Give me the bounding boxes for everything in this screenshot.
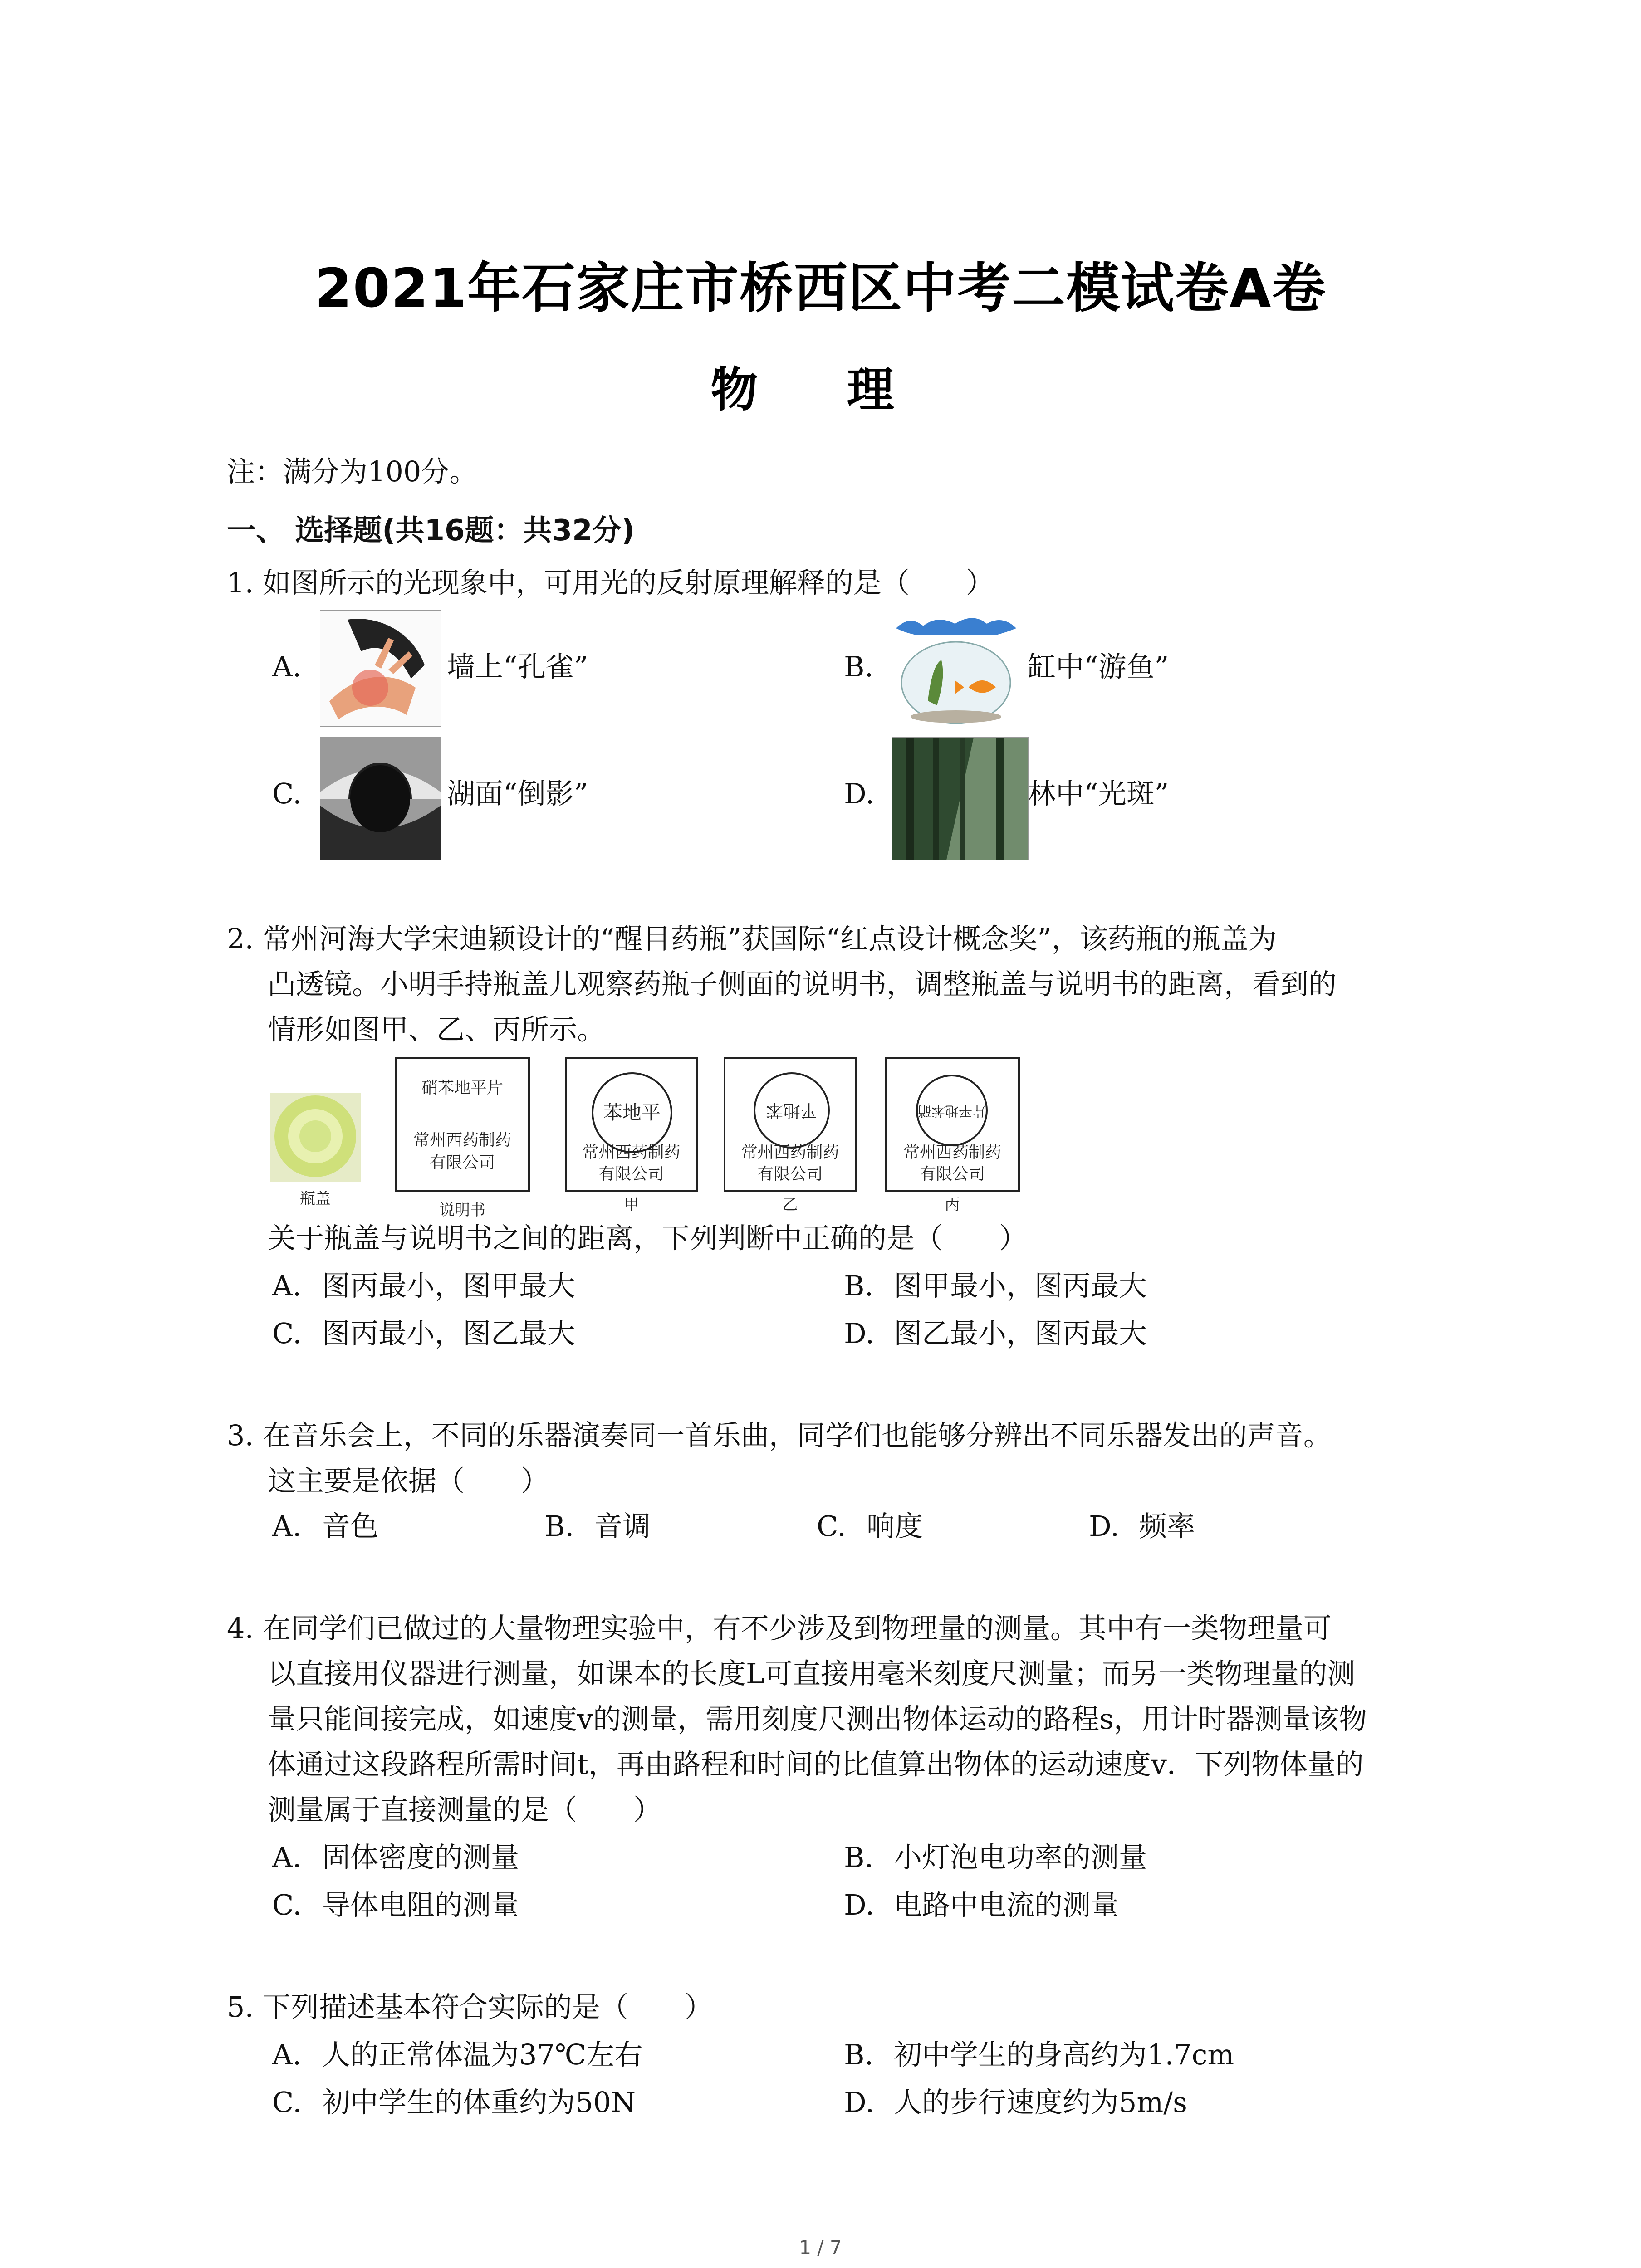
q2-stem-line-2: 凸透镜。小明手持瓶盖儿观察药瓶子侧面的说明书，调整瓶盖与说明书的距离，看到的 bbox=[268, 968, 1337, 1001]
manual-drug-name: 硝苯地平片 bbox=[421, 1079, 503, 1097]
q1-stem: 1. 如图所示的光现象中，可用光的反射原理解释的是（ ） bbox=[227, 566, 994, 599]
q5-option-d-letter: D. bbox=[844, 2086, 875, 2119]
q2-option-c-letter: C. bbox=[272, 1317, 302, 1350]
q3-option-d-text: 频率 bbox=[1139, 1510, 1195, 1543]
q3-option-c-letter: C. bbox=[817, 1510, 846, 1543]
q5-option-c-text: 初中学生的体重约为50N bbox=[322, 2086, 636, 2119]
q4-option-d-letter: D. bbox=[844, 1888, 875, 1921]
q2-option-d-letter: D. bbox=[844, 1317, 875, 1350]
q3-option-a-letter: A. bbox=[272, 1510, 302, 1543]
q4-option-a-text: 固体密度的测量 bbox=[322, 1841, 519, 1874]
q1-option-d-letter: D. bbox=[844, 777, 875, 810]
q1-option-b-letter: B. bbox=[844, 650, 874, 683]
yi-lens-circle bbox=[754, 1072, 830, 1149]
yi-lens-text: 平地苯 bbox=[765, 1100, 818, 1120]
figure-jia-caption: 甲 bbox=[623, 1196, 639, 1214]
q5-option-a-letter: A. bbox=[272, 2038, 302, 2071]
figure-jia-box bbox=[565, 1057, 698, 1192]
manual-company-line-2: 有限公司 bbox=[429, 1154, 495, 1172]
bridge-reflection-image bbox=[320, 737, 441, 860]
q1-option-d-text: 林中“光斑” bbox=[1028, 777, 1169, 810]
q2-option-b-text: 图甲最小，图丙最大 bbox=[894, 1269, 1147, 1302]
q2-option-a-text: 图丙最小，图甲最大 bbox=[322, 1269, 576, 1302]
q2-option-a-letter: A. bbox=[272, 1269, 302, 1302]
q3-option-d-letter: D. bbox=[1089, 1510, 1120, 1543]
bing-company-line-1: 常州西药制药 bbox=[903, 1143, 1001, 1162]
q1-option-a-text: 墙上“孔雀” bbox=[447, 650, 588, 683]
jia-company-line-1: 常州西药制药 bbox=[582, 1143, 681, 1162]
q4-option-a-letter: A. bbox=[272, 1841, 302, 1874]
q2-option-b-letter: B. bbox=[844, 1269, 874, 1302]
q2-option-d-text: 图乙最小，图丙最大 bbox=[894, 1317, 1147, 1350]
q2-stem-line-3: 情形如图甲、乙、丙所示。 bbox=[268, 1013, 606, 1046]
q5-option-b-text: 初中学生的身高约为1.7cm bbox=[894, 2038, 1234, 2071]
manual-box bbox=[395, 1057, 530, 1192]
bing-lens-text: 片平地苯硝 bbox=[918, 1103, 986, 1119]
q4-stem-line-4: 体通过这段路程所需时间t，再由路程和时间的比值算出物体的运动速度v．下列物体量的 bbox=[268, 1748, 1364, 1781]
fish-bowl-image bbox=[892, 610, 1021, 726]
jia-lens-text: 苯地平 bbox=[603, 1101, 661, 1124]
q5-option-d-text: 人的步行速度约为5m/s bbox=[894, 2086, 1187, 2119]
q3-option-b-text: 音调 bbox=[594, 1510, 651, 1543]
q3-stem-line-1: 3. 在音乐会上，不同的乐器演奏同一首乐曲，同学们也能够分辨出不同乐器发出的声音。 bbox=[227, 1419, 1332, 1452]
q2-option-c-text: 图丙最小，图乙最大 bbox=[322, 1317, 576, 1350]
q2-question: 关于瓶盖与说明书之间的距离，下列判断中正确的是（ ） bbox=[268, 1222, 1028, 1255]
section-heading: 一、 选择题(共16题：共32分) bbox=[227, 514, 635, 547]
jia-company-line-2: 有限公司 bbox=[598, 1165, 664, 1183]
forest-light-image bbox=[892, 737, 1029, 860]
q1-option-a-letter: A. bbox=[272, 650, 302, 683]
figure-yi-box bbox=[724, 1057, 857, 1192]
bing-company-line-2: 有限公司 bbox=[919, 1165, 985, 1183]
exam-title: 2021年石家庄市桥西区中考二模试卷A卷 bbox=[314, 257, 1327, 319]
q5-stem: 5. 下列描述基本符合实际的是（ ） bbox=[227, 1990, 713, 2024]
q4-option-c-text: 导体电阻的测量 bbox=[322, 1888, 519, 1921]
peacock-shadow-image bbox=[320, 610, 441, 727]
q3-option-c-text: 响度 bbox=[867, 1510, 923, 1543]
figure-bing-box bbox=[885, 1057, 1020, 1192]
q5-option-c-letter: C. bbox=[272, 2086, 302, 2119]
score-note: 注：满分为100分。 bbox=[227, 455, 478, 488]
q2-stem-line-1: 2. 常州河海大学宋迪颖设计的“醒目药瓶”获国际“红点设计概念奖”，该药瓶的瓶盖为 bbox=[227, 922, 1277, 955]
q4-option-b-text: 小灯泡电功率的测量 bbox=[894, 1841, 1147, 1874]
bing-lens-circle bbox=[916, 1075, 988, 1146]
q5-option-a-text: 人的正常体温为37℃左右 bbox=[322, 2038, 643, 2071]
subject-title: 物 理 bbox=[710, 362, 931, 417]
q4-option-d-text: 电路中电流的测量 bbox=[894, 1888, 1119, 1921]
q1-option-c-letter: C. bbox=[272, 777, 302, 810]
figure-yi-caption: 乙 bbox=[782, 1196, 798, 1214]
q4-stem-line-5: 测量属于直接测量的是（ ） bbox=[268, 1793, 662, 1826]
q4-stem-line-1: 4. 在同学们已做过的大量物理实验中，有不少涉及到物理量的测量。其中有一类物理量可 bbox=[227, 1612, 1332, 1645]
bottle-cap-caption: 瓶盖 bbox=[300, 1190, 331, 1208]
q5-option-b-letter: B. bbox=[844, 2038, 874, 2071]
yi-company-line-2: 有限公司 bbox=[757, 1165, 823, 1183]
page-number: 1 / 7 bbox=[799, 2236, 842, 2258]
figure-bing-caption: 丙 bbox=[945, 1196, 960, 1214]
q1-option-b-text: 缸中“游鱼” bbox=[1028, 650, 1169, 683]
q4-stem-line-2: 以直接用仪器进行测量，如课本的长度L可直接用毫米刻度尺测量；而另一类物理量的测 bbox=[268, 1657, 1356, 1690]
q3-stem-line-2: 这主要是依据（ ） bbox=[268, 1464, 549, 1497]
manual-company-line-1: 常州西药制药 bbox=[413, 1131, 511, 1149]
manual-caption: 说明书 bbox=[439, 1201, 485, 1219]
yi-company-line-1: 常州西药制药 bbox=[741, 1143, 839, 1162]
q4-option-b-letter: B. bbox=[844, 1841, 874, 1874]
q1-option-c-text: 湖面“倒影” bbox=[447, 777, 588, 810]
q3-option-a-text: 音色 bbox=[322, 1510, 379, 1543]
q4-stem-line-3: 量只能间接完成，如速度v的测量，需用刻度尺测出物体运动的路程s，用计时器测量该物 bbox=[268, 1702, 1367, 1735]
bottle-cap-image bbox=[270, 1093, 361, 1182]
q3-option-b-letter: B. bbox=[544, 1510, 574, 1543]
q4-option-c-letter: C. bbox=[272, 1888, 302, 1921]
